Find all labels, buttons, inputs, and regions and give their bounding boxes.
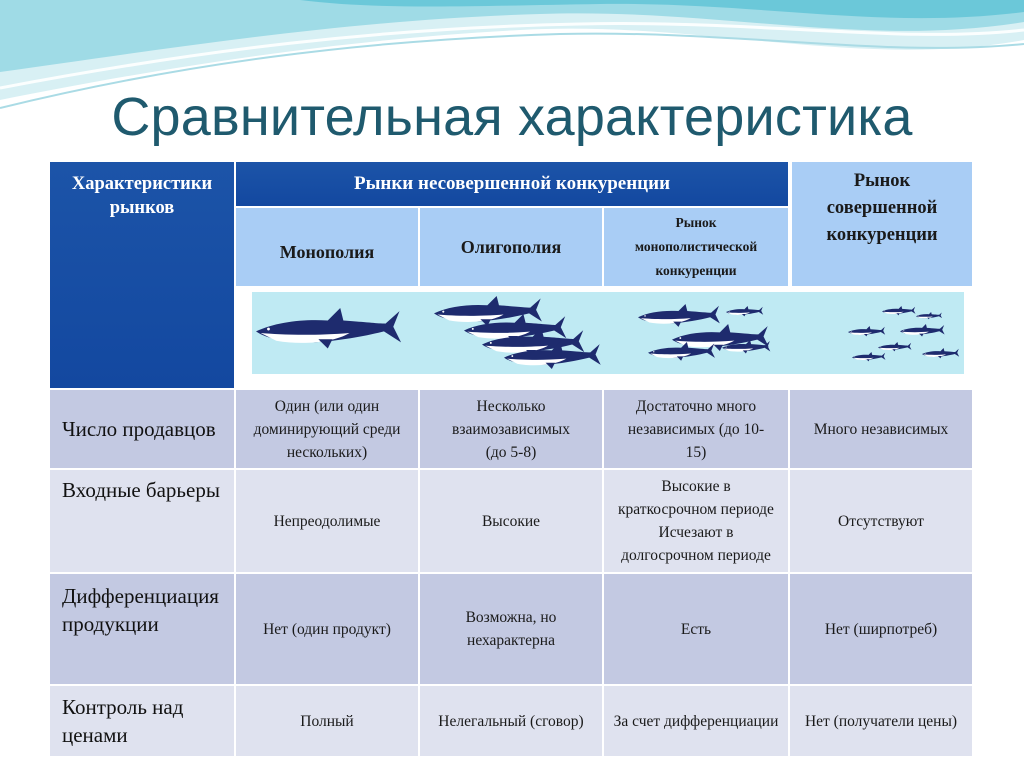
table-cell: За счет дифференциации — [604, 686, 788, 756]
header-oligopoly — [420, 208, 602, 286]
header-monopolistic — [604, 208, 788, 286]
header-monopoly-label: Монополия — [279, 241, 375, 262]
row-label-price-control: Контроль над ценами — [50, 686, 234, 756]
header-monopolistic-label: Рынок монополистической конкуренции — [634, 215, 758, 278]
header-perfect-label: Рынок совершенной конкуренции — [826, 171, 938, 245]
table-cell: Нет (получатели цены) — [790, 686, 972, 756]
header-imperfect-label: Рынки несовершенной конкуренции — [353, 173, 671, 194]
table-cell: Несколько взаимозависимых (до 5-8) — [420, 390, 602, 468]
table-cell: Возможна, но нехарактерна — [420, 574, 602, 684]
page-title: Сравнительная характеристика — [111, 87, 913, 147]
table-cell: Один (или один доминирующий среди нескольких) — [236, 390, 418, 468]
header-characteristics-label: Характеристики рынков — [71, 174, 213, 218]
shark-illustration — [252, 292, 964, 374]
table-cell: Непреодолимые — [236, 470, 418, 572]
header-monopoly — [236, 208, 418, 286]
table-cell: Много независимых — [790, 390, 972, 468]
table-cell: Высокие в краткосрочном периоде Исчезают в долгосрочном периоде — [604, 470, 788, 572]
table-cell: Нет (один продукт) — [236, 574, 418, 684]
header-imperfect-markets — [236, 162, 788, 206]
table-cell: Нет (ширпотреб) — [790, 574, 972, 684]
table-cell: Полный — [236, 686, 418, 756]
row-label-differentiation: Дифференциация продукции — [50, 574, 234, 684]
header-oligopoly-label: Олигополия — [460, 236, 562, 257]
table-cell: Достаточно много независимых (до 10-15) — [604, 390, 788, 468]
row-label-barriers: Входные барьеры — [50, 470, 234, 572]
table-cell: Высокие — [420, 470, 602, 572]
table-cell: Нелегальный (сговор) — [420, 686, 602, 756]
header-perfect-competition — [792, 162, 972, 286]
table-cell: Отсутствуют — [790, 470, 972, 572]
header-characteristics — [50, 162, 234, 388]
table-cell: Есть — [604, 574, 788, 684]
row-label-sellers: Число продавцов — [50, 390, 234, 468]
